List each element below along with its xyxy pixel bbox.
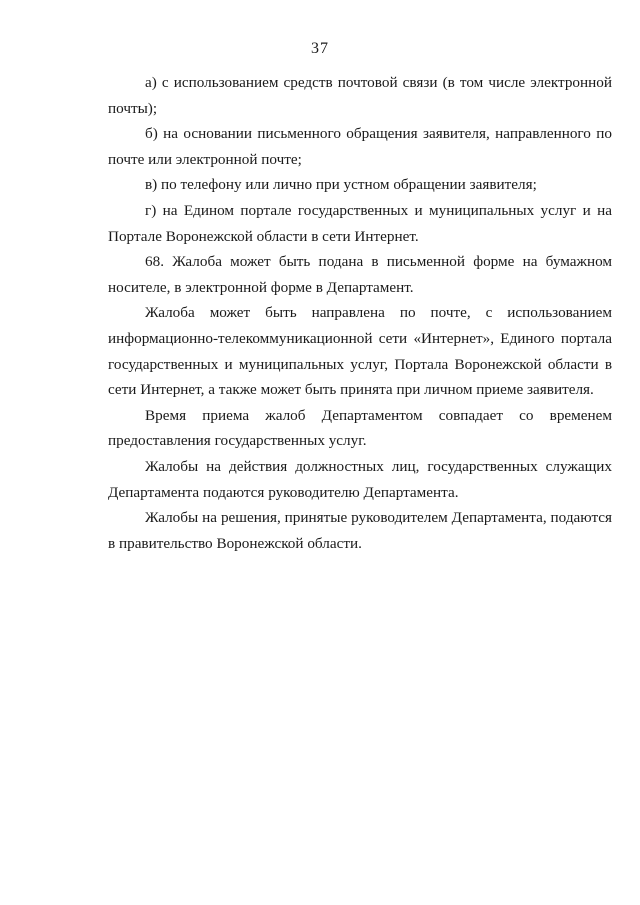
paragraph-item-v: в) по телефону или лично при устном обращении заявителя; xyxy=(145,176,537,194)
page-number: 37 xyxy=(311,40,329,57)
paragraph-head-decisions: Жалобы на решения, принятые руководителем Департамента, подаются в правительство Воронежской области. xyxy=(108,509,612,552)
paragraph-item-a: а) с использованием средств почтовой связи (в том числе электронной почты); xyxy=(108,74,612,117)
paragraph-item-b: б) на основании письменного обращения заявителя, направленного по почте или электронной почте; xyxy=(108,125,612,168)
document-body xyxy=(108,70,612,556)
paragraph-reception-time: Время приема жалоб Департаментом совпадает со временем предоставления государственных услуг. xyxy=(108,406,612,450)
paragraph-item-g: г) на Едином портале государственных и муниципальных услуг и на Портале Воронежской области в сети Интернет. xyxy=(108,201,612,245)
paragraph-68: 68. Жалоба может быть подана в письменной форме на бумажном носителе, в электронной форме в Департамент. xyxy=(108,253,612,296)
paragraph-officials-complaints: Жалобы на действия должностных лиц, государственных служащих Департамента подаются руководителю Департамента. xyxy=(108,457,612,501)
paragraph-complaint-channels: Жалоба может быть направлена по почте, с использованием информационно-телекоммуникационной сети «Интернет», Единого портала государственных и муниципальных услуг, Портала Воронежской области в сети Интернет, а также может быть принята при личном приеме заявителя. xyxy=(108,304,612,399)
